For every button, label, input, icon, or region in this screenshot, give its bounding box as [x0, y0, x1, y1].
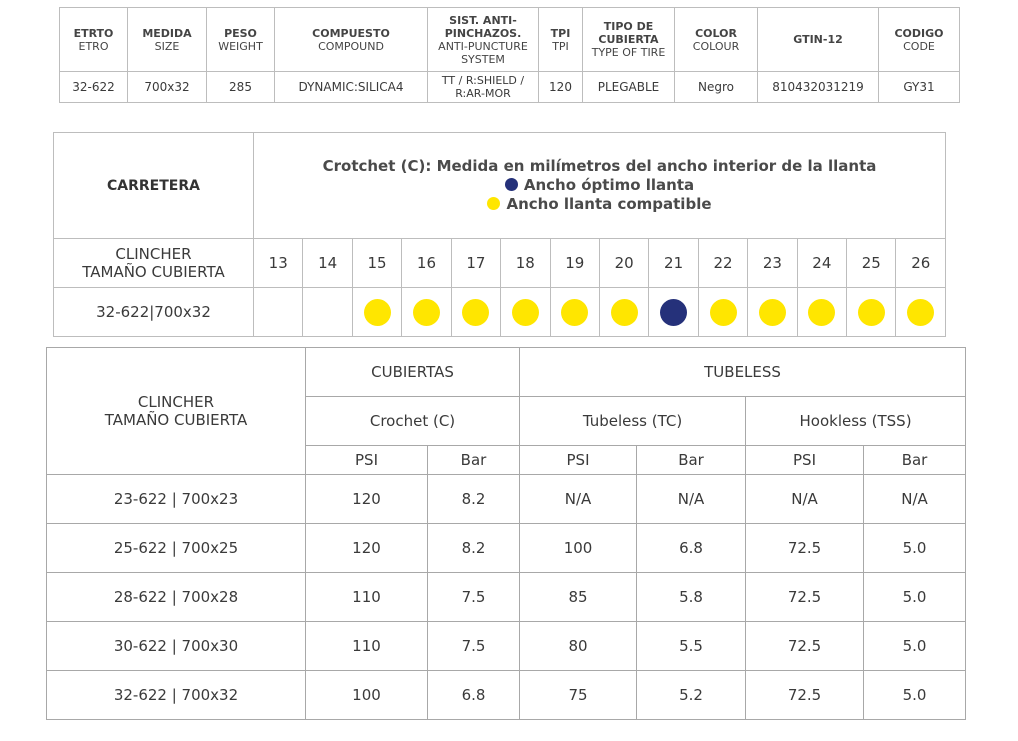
fit-cell-21: [649, 288, 698, 337]
legend-optimal: Ancho óptimo llanta: [254, 176, 945, 195]
crochet-psi: 120: [306, 524, 428, 573]
spec-colour: Negro: [675, 72, 758, 103]
tss-bar: 5.0: [864, 573, 966, 622]
spec-header-row: [60, 8, 960, 72]
spec-size: 700x32: [128, 72, 207, 103]
fit-cell-20: [599, 288, 648, 337]
table-row: [47, 573, 966, 622]
spec-header: COLOR COLOUR: [675, 8, 758, 72]
tss-psi: 72.5: [746, 524, 864, 573]
bar-header: Bar: [637, 446, 746, 475]
tc-psi: 75: [520, 671, 637, 720]
rim-width-18: 18: [501, 239, 550, 288]
tubeless-tc-header: Tubeless (TC): [520, 397, 746, 446]
spec-gtin: 810432031219: [758, 72, 879, 103]
crochet-legend: [254, 133, 946, 239]
crochet-psi: 120: [306, 475, 428, 524]
psi-header: PSI: [520, 446, 637, 475]
tc-psi: 85: [520, 573, 637, 622]
optimal-dot-icon: [660, 299, 687, 326]
compatible-dot-icon: [808, 299, 835, 326]
rim-width-17: 17: [451, 239, 500, 288]
spec-tpi: 120: [539, 72, 583, 103]
crochet-psi: 100: [306, 671, 428, 720]
table-row: [47, 524, 966, 573]
compatible-dot-icon: [364, 299, 391, 326]
bar-header: Bar: [864, 446, 966, 475]
compatible-dot-icon: [512, 299, 539, 326]
crochet-bar: 8.2: [428, 524, 520, 573]
crochet-psi: 110: [306, 573, 428, 622]
spec-header: TPI TPI: [539, 8, 583, 72]
cubiertas-header: CUBIERTAS: [306, 348, 520, 397]
tire-size: 32-622 | 700x32: [47, 671, 306, 720]
crochet-bar: 7.5: [428, 622, 520, 671]
spec-table: [59, 7, 960, 103]
spec-header: SIST. ANTI-PINCHAZOS. ANTI-PUNCTURE SYSTEM: [428, 8, 539, 72]
table-row: [47, 622, 966, 671]
tc-bar: 5.2: [637, 671, 746, 720]
rim-width-22: 22: [698, 239, 747, 288]
tc-bar: 5.8: [637, 573, 746, 622]
spec-value-row: [60, 72, 960, 103]
psi-header: PSI: [306, 446, 428, 475]
fit-cell-17: [451, 288, 500, 337]
tss-bar: 5.0: [864, 524, 966, 573]
fit-cell-14: [303, 288, 352, 337]
spec-compound: DYNAMIC:SILICA4: [275, 72, 428, 103]
bar-header: Bar: [428, 446, 520, 475]
spec-header: GTIN-12: [758, 8, 879, 72]
pressure-table: [46, 347, 966, 720]
size-column-header: CLINCHER TAMAÑO CUBIERTA: [47, 348, 306, 475]
section-label: CARRETERA: [54, 133, 254, 239]
fit-cell-18: [501, 288, 550, 337]
crochet-title: Crotchet (C): Medida en milímetros del ancho interior de la llanta: [322, 157, 877, 175]
compatible-dot-icon: [413, 299, 440, 326]
rim-width-19: 19: [550, 239, 599, 288]
rim-width-20: 20: [599, 239, 648, 288]
spec-header: PESO WEIGHT: [207, 8, 275, 72]
tubeless-header: TUBELESS: [520, 348, 966, 397]
spec-header: MEDIDA SIZE: [128, 8, 207, 72]
spec-header: CODIGO CODE: [879, 8, 960, 72]
compatible-dot-icon: [462, 299, 489, 326]
spec-weight: 285: [207, 72, 275, 103]
spec-tire-type: PLEGABLE: [583, 72, 675, 103]
tss-bar: N/A: [864, 475, 966, 524]
fit-cell-22: [698, 288, 747, 337]
fit-cell-15: [352, 288, 401, 337]
table-row: [47, 671, 966, 720]
spec-code: GY31: [879, 72, 960, 103]
tire-size: 32-622|700x32: [54, 288, 254, 337]
psi-header: PSI: [746, 446, 864, 475]
compatible-dot-icon: [561, 299, 588, 326]
crochet-bar: 7.5: [428, 573, 520, 622]
fit-cell-13: [254, 288, 303, 337]
tc-bar: N/A: [637, 475, 746, 524]
tire-size: 23-622 | 700x23: [47, 475, 306, 524]
crochet-bar: 8.2: [428, 475, 520, 524]
tss-psi: N/A: [746, 475, 864, 524]
tss-bar: 5.0: [864, 622, 966, 671]
tc-bar: 5.5: [637, 622, 746, 671]
tire-size: 25-622 | 700x25: [47, 524, 306, 573]
rim-width-23: 23: [748, 239, 797, 288]
compatible-dot-icon: [858, 299, 885, 326]
rim-width-16: 16: [402, 239, 451, 288]
fit-cell-25: [847, 288, 896, 337]
crochet-width-table: [53, 132, 946, 337]
rim-width-24: 24: [797, 239, 846, 288]
optimal-dot-icon: [505, 178, 518, 191]
tc-bar: 6.8: [637, 524, 746, 573]
compatible-dot-icon: [907, 299, 934, 326]
tss-psi: 72.5: [746, 573, 864, 622]
spec-anti-puncture: TT / R:SHIELD / R:AR-MOR: [428, 72, 539, 103]
compatible-dot-icon: [611, 299, 638, 326]
rim-width-26: 26: [896, 239, 946, 288]
tc-psi: N/A: [520, 475, 637, 524]
tire-size: 30-622 | 700x30: [47, 622, 306, 671]
spec-header: COMPUESTO COMPOUND: [275, 8, 428, 72]
tss-psi: 72.5: [746, 671, 864, 720]
fit-cell-26: [896, 288, 946, 337]
rim-width-21: 21: [649, 239, 698, 288]
fit-cell-19: [550, 288, 599, 337]
rim-width-25: 25: [847, 239, 896, 288]
fit-cell-16: [402, 288, 451, 337]
rim-width-13: 13: [254, 239, 303, 288]
crochet-header: Crochet (C): [306, 397, 520, 446]
spec-header: TIPO DE CUBIERTA TYPE OF TIRE: [583, 8, 675, 72]
fit-cell-23: [748, 288, 797, 337]
rim-width-14: 14: [303, 239, 352, 288]
fit-cell-24: [797, 288, 846, 337]
legend-compatible: Ancho llanta compatible: [254, 195, 945, 214]
spec-header: ETRTO ETRO: [60, 8, 128, 72]
tc-psi: 100: [520, 524, 637, 573]
tss-bar: 5.0: [864, 671, 966, 720]
spec-etrto: 32-622: [60, 72, 128, 103]
compatible-dot-icon: [710, 299, 737, 326]
compatible-dot-icon: [487, 197, 500, 210]
hookless-header: Hookless (TSS): [746, 397, 966, 446]
tc-psi: 80: [520, 622, 637, 671]
compatible-dot-icon: [759, 299, 786, 326]
tss-psi: 72.5: [746, 622, 864, 671]
tire-size: 28-622 | 700x28: [47, 573, 306, 622]
crochet-psi: 110: [306, 622, 428, 671]
crochet-bar: 6.8: [428, 671, 520, 720]
size-label: CLINCHER TAMAÑO CUBIERTA: [54, 239, 254, 288]
table-row: [47, 475, 966, 524]
rim-width-15: 15: [352, 239, 401, 288]
